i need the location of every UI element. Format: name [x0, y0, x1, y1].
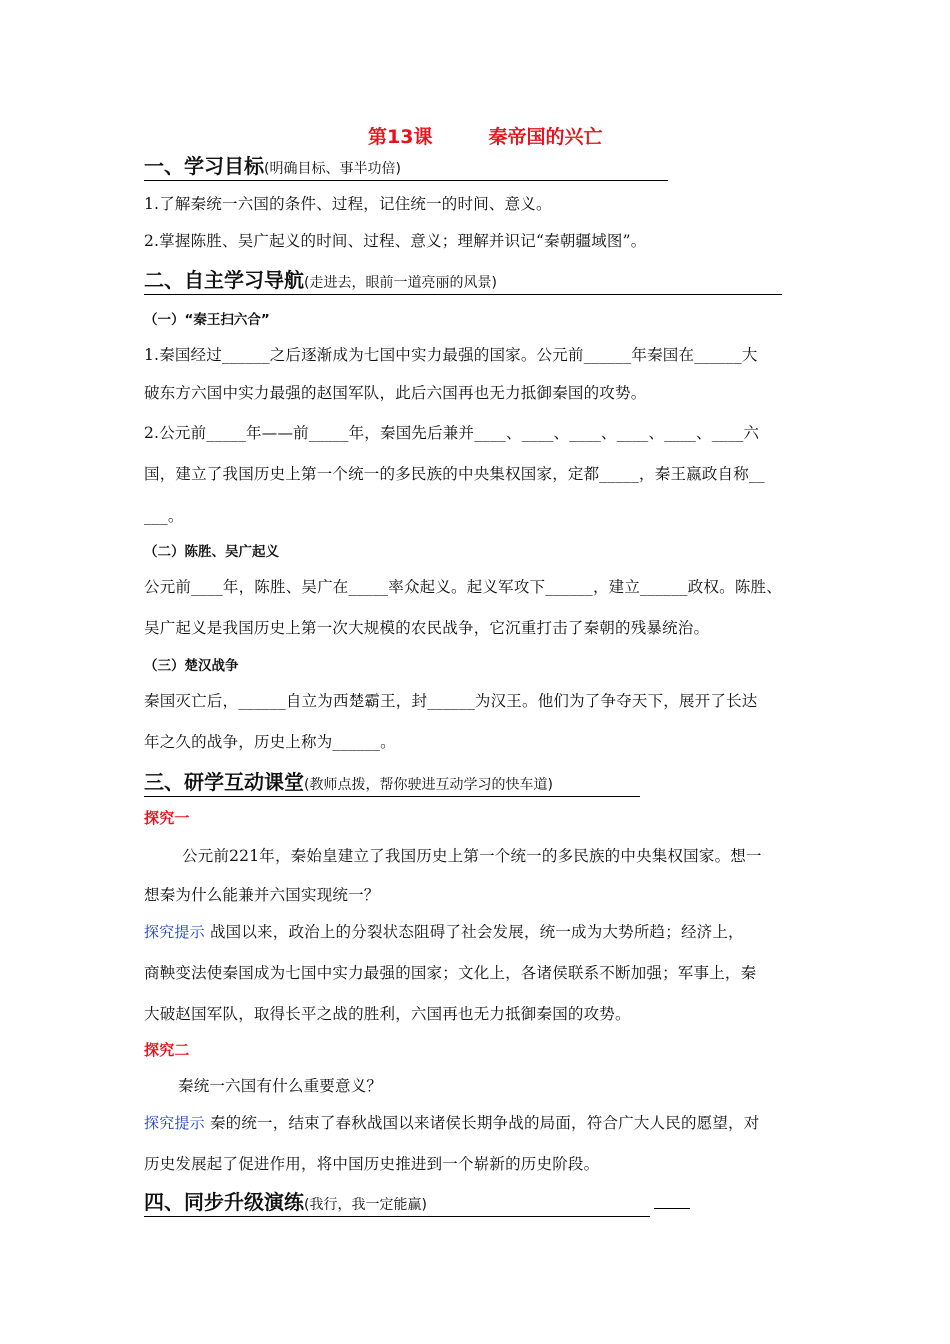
section-4-heading — [144, 1186, 650, 1217]
section-1-subtitle: (明确目标、事半功倍) — [264, 161, 401, 177]
part-2-heading: （二）陈胜、吴广起义 — [144, 544, 279, 560]
section-1-title: 一、学习目标 — [144, 154, 264, 178]
part-2-line-1: 公元前____年，陈胜、吴广在_____率众起义。起义军攻下______，建立______政权。陈胜、 — [144, 578, 782, 596]
inquiry-2-hint-line-1 — [144, 1111, 759, 1133]
part-3-heading: （三）楚汉战争 — [144, 658, 239, 674]
part-1-line-3: 2.公元前_____年——前_____年，秦国先后兼并____、____、____、____、____、____六 — [144, 424, 760, 442]
section-4-row — [144, 1186, 690, 1217]
section-2-subtitle: (走进去，眼前一道亮丽的风景) — [304, 275, 497, 291]
lesson-name: 秦帝国的兴亡 — [488, 126, 603, 148]
inquiry-1-hint-line-1 — [144, 920, 744, 942]
part-1-line-2: 破东方六国中实力最强的赵国军队，此后六国再也无力抵御秦国的攻势。 — [144, 384, 647, 402]
section-3-subtitle: (教师点拨，帮你驶进互动学习的快车道) — [304, 777, 553, 793]
inquiry-2-hint-label: 探究提示 — [144, 1114, 205, 1132]
lesson-number: 第13课 — [368, 126, 433, 148]
objective-1: 1.了解秦统一六国的条件、过程，记住统一的时间、意义。 — [144, 195, 552, 213]
inquiry-2-label: 探究二 — [144, 1041, 190, 1059]
inquiry-1-label: 探究一 — [144, 809, 190, 827]
section-4-title: 四、同步升级演练 — [144, 1190, 304, 1214]
section-4-subtitle: (我行，我一定能赢) — [304, 1197, 427, 1213]
inquiry-2-hint-line-2: 历史发展起了促进作用，将中国历史推进到一个崭新的历史阶段。 — [144, 1155, 600, 1173]
inquiry-1-hint-line-2: 商鞅变法使秦国成为七国中实力最强的国家；文化上，各诸侯联系不断加强；军事上，秦 — [144, 964, 757, 982]
section-4-trailing-underline — [654, 1194, 690, 1209]
part-3-line-1: 秦国灭亡后，______自立为西楚霸王，封______为汉王。他们为了争夺天下，展开了长达 — [144, 692, 758, 710]
inquiry-1-question-line-1: 公元前221年，秦始皇建立了我国历史上第一个统一的多民族的中央集权国家。想一 — [182, 847, 762, 865]
part-1-line-4: 国，建立了我国历史上第一个统一的多民族的中央集权国家，定都_____，秦王嬴政自称__ — [144, 465, 765, 483]
part-1-line-5: ___。 — [144, 507, 184, 525]
part-2-line-2: 吴广起义是我国历史上第一次大规模的农民战争，它沉重打击了秦朝的残暴统治。 — [144, 619, 710, 637]
part-1-heading: （一）“秦王扫六合” — [144, 312, 270, 328]
part-1-line-1: 1.秦国经过______之后逐渐成为七国中实力最强的国家。公元前______年秦国在______大 — [144, 346, 758, 364]
section-3-title: 三、研学互动课堂 — [144, 770, 304, 794]
section-3-heading — [144, 766, 640, 797]
section-2-title: 二、自主学习导航 — [144, 268, 304, 292]
lesson-title — [368, 122, 602, 149]
inquiry-1-hint-text-1: 战国以来，政治上的分裂状态阻碍了社会发展，统一成为大势所趋；经济上， — [209, 923, 744, 941]
section-2-heading — [144, 264, 782, 295]
inquiry-1-hint-line-3: 大破赵国军队，取得长平之战的胜利，六国再也无力抵御秦国的攻势。 — [144, 1005, 631, 1023]
objective-2: 2.掌握陈胜、吴广起义的时间、过程、意义；理解并识记“秦朝疆域图”。 — [144, 232, 647, 250]
section-1-heading — [144, 150, 668, 181]
inquiry-2-question-line-1: 秦统一六国有什么重要意义？ — [178, 1077, 383, 1095]
inquiry-2-hint-text-1: 秦的统一，结束了春秋战国以来诸侯长期争战的局面，符合广大人民的愿望，对 — [209, 1114, 760, 1132]
inquiry-1-hint-label: 探究提示 — [144, 923, 205, 941]
inquiry-1-question-line-2: 想秦为什么能兼并六国实现统一？ — [144, 886, 380, 904]
part-3-line-2: 年之久的战争，历史上称为______。 — [144, 733, 396, 751]
